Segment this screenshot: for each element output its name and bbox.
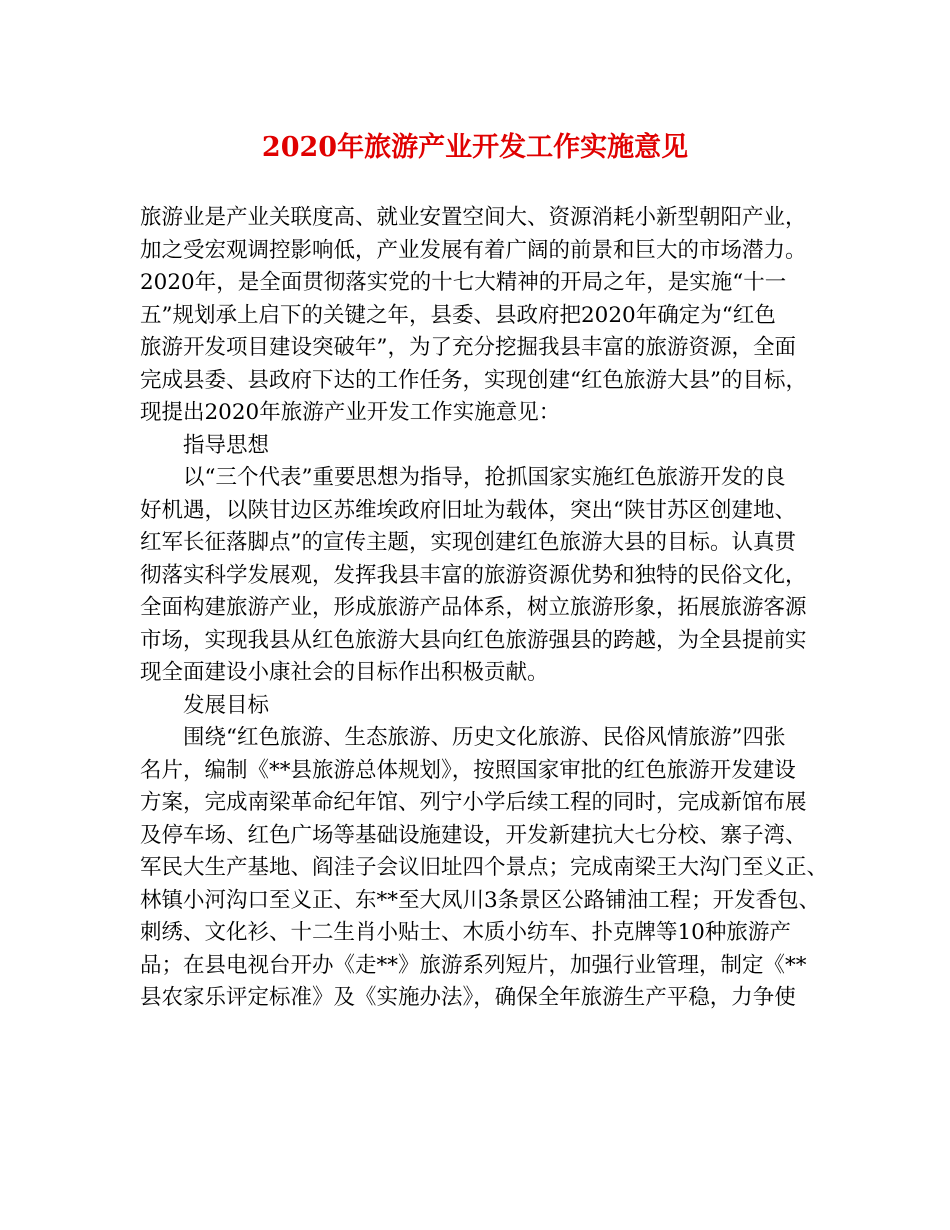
- text-line: 五”规划承上启下的关键之年，县委、县政府把2020年确定为“红色: [140, 302, 776, 328]
- text-line: 及停车场、红色广场等基础设施建设，开发新建抗大七分校、寨子湾、: [140, 822, 807, 848]
- text-line: 完成县委、县政府下达的工作任务，实现创建“红色旅游大县”的目标，: [140, 367, 807, 393]
- text-line: 军民大生产基地、阎洼子会议旧址四个景点；完成南梁王大沟门至义正、: [140, 855, 829, 880]
- text-line: 彻落实科学发展观，发挥我县丰富的旅游资源优势和独特的民俗文化，: [140, 562, 807, 588]
- text-line: 加之受宏观调控影响低，产业发展有着广阔的前景和巨大的市场潜力。: [140, 237, 807, 263]
- text-line: 发展目标: [183, 692, 270, 718]
- text-line: 全面构建旅游产业，形成旅游产品体系，树立旅游形象，拓展旅游客源: [140, 595, 807, 620]
- text-line: 指导思想: [183, 432, 270, 458]
- text-line: 名片，编制《**县旅游总体规划》，按照国家审批的红色旅游开发建设: [140, 757, 796, 783]
- text-line: 以“三个代表”重要思想为指导，抢抓国家实施红色旅游开发的良: [183, 465, 786, 490]
- text-line: 现提出2020年旅游产业开发工作实施意见：: [140, 400, 561, 425]
- text-line: 2020年，是全面贯彻落实党的十七大精神的开局之年，是实施“十一: [140, 270, 787, 295]
- text-line: 林镇小河沟口至义正、东**至大凤川3条景区公路铺油工程；开发香包、: [140, 887, 821, 913]
- text-line: 县农家乐评定标准》及《实施办法》，确保全年旅游生产平稳，力争使: [140, 985, 796, 1010]
- text-line: 市场，实现我县从红色旅游大县向红色旅游强县的跨越，为全县提前实: [140, 627, 807, 653]
- text-line: 方案，完成南梁革命纪年馆、列宁小学后续工程的同时，完成新馆布展: [140, 790, 807, 815]
- text-line: 旅游业是产业关联度高、就业安置空间大、资源消耗小新型朝阳产业，: [140, 205, 807, 230]
- text-line: 好机遇，以陕甘边区苏维埃政府旧址为载体，突出“陕甘苏区创建地、: [140, 497, 796, 523]
- text-line: 现全面建设小康社会的目标作出积极贡献。: [140, 660, 549, 685]
- document-title: 2020年旅游产业开发工作实施意见: [261, 132, 689, 163]
- text-line: 旅游开发项目建设突破年”，为了充分挖掘我县丰富的旅游资源，全面: [140, 335, 796, 360]
- text-line: 刺绣、文化衫、十二生肖小贴士、木质小纺车、扑克牌等10种旅游产: [140, 920, 791, 945]
- text-line: 红军长征落脚点”的宣传主题，实现创建红色旅游大县的目标。认真贯: [140, 530, 796, 555]
- text-line: 品；在县电视台开办《走**》旅游系列短片，加强行业管理，制定《**: [140, 952, 807, 978]
- document-body: [140, 202, 830, 1015]
- text-line: 围绕“红色旅游、生态旅游、历史文化旅游、民俗风情旅游”四张: [183, 725, 786, 750]
